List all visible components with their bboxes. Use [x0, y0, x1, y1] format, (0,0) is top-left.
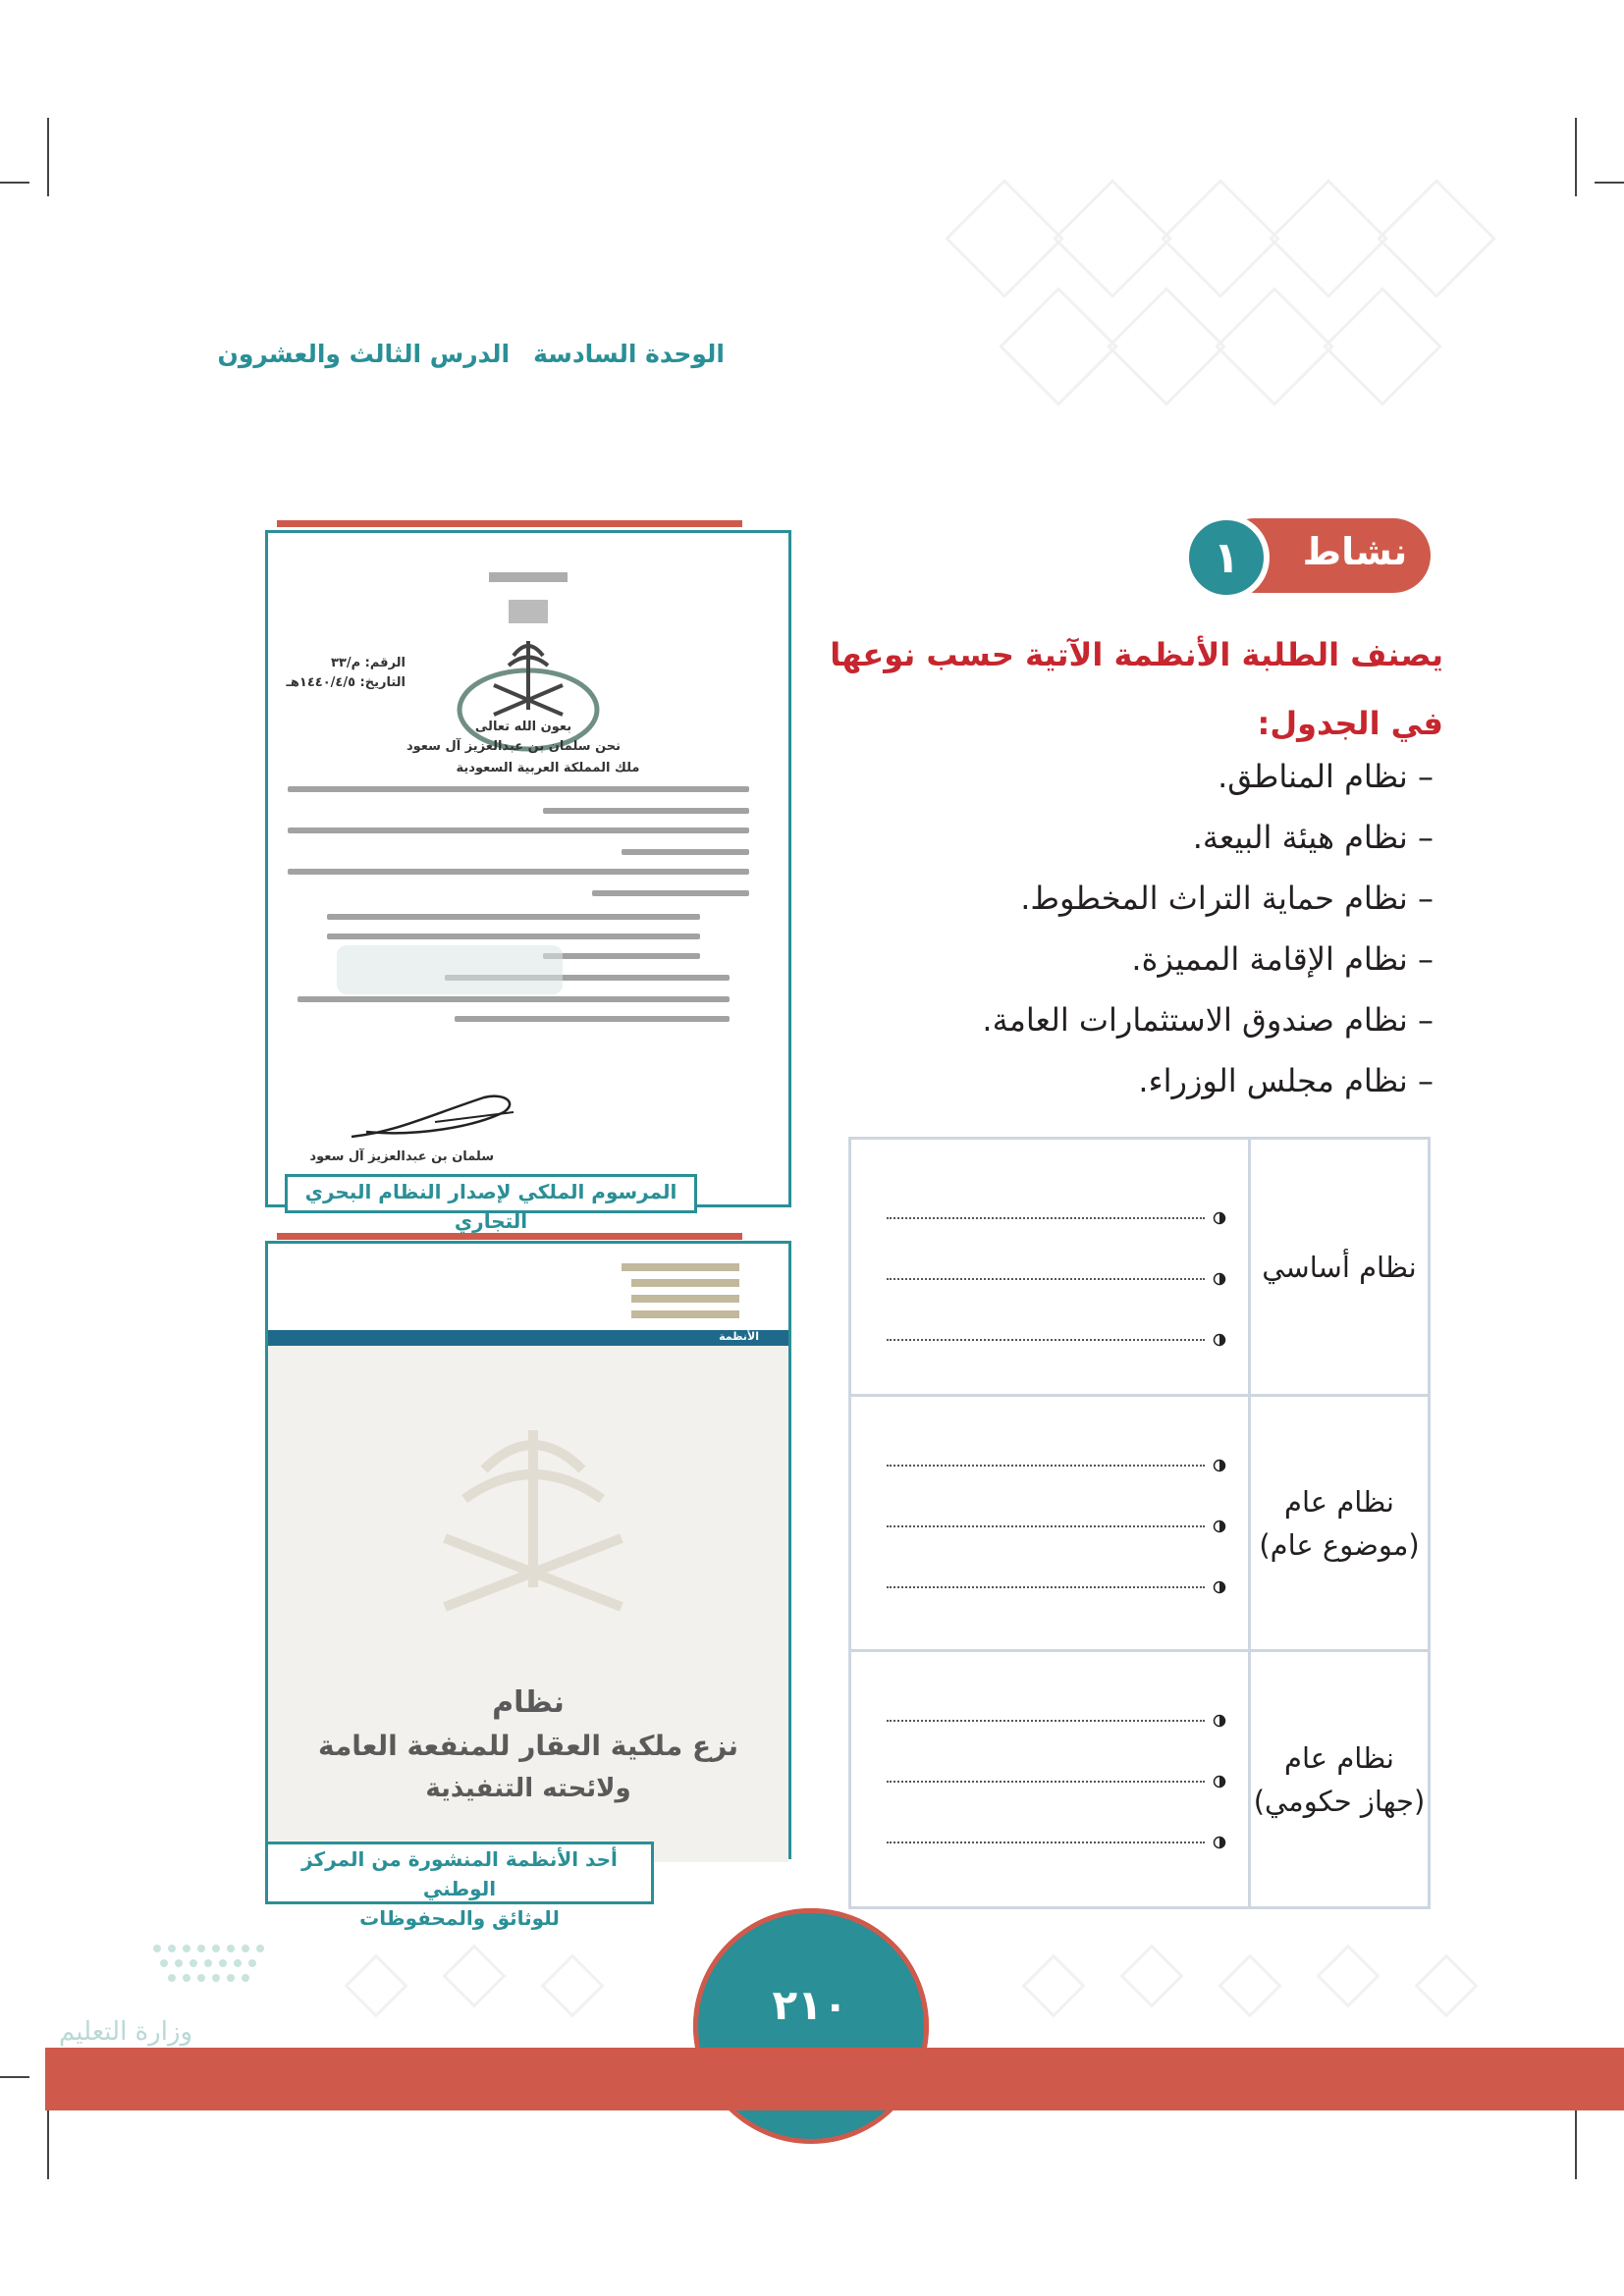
- activity-instruction: [776, 620, 1443, 758]
- answer-cell: [850, 1139, 1250, 1396]
- answer-cell: [850, 1651, 1250, 1908]
- answer-line[interactable]: [887, 1772, 1226, 1791]
- crop-mark: [1575, 118, 1577, 196]
- answer-cell: [850, 1396, 1250, 1651]
- category-label: نظام عام: [1284, 1740, 1394, 1775]
- bullet-icon: [1213, 1714, 1226, 1728]
- crop-mark: [47, 2101, 49, 2179]
- cover-subtitle: نزع ملكية العقار للمنفعة العامة: [317, 1730, 739, 1762]
- cover-logo: [631, 1279, 739, 1287]
- ministry-logo-icon: [147, 1939, 295, 1998]
- cover-logo: [622, 1263, 739, 1271]
- answer-line[interactable]: [887, 1711, 1226, 1731]
- caption-line: للوثائق والمحفوظات: [359, 1906, 560, 1930]
- bullet-icon: [1213, 1459, 1226, 1472]
- lesson-label: الدرس الثالث والعشرون: [217, 339, 511, 368]
- instruction-line: في الجدول:: [1257, 705, 1443, 742]
- systems-list: [982, 746, 1434, 1111]
- watermark: [337, 945, 563, 994]
- bullet-icon: [1213, 1272, 1226, 1286]
- frame-accent: [277, 1233, 742, 1240]
- decree-number: الرقم: م/٣٣: [330, 656, 406, 670]
- category-label: نظام عام: [1284, 1484, 1394, 1519]
- unit-label: الوحدة السادسة: [533, 339, 725, 368]
- category-sublabel: (موضوع عام): [1259, 1527, 1420, 1562]
- crop-mark: [1595, 182, 1624, 184]
- cover-logo: [631, 1310, 739, 1318]
- crop-mark: [0, 182, 29, 184]
- crop-mark: [1575, 2101, 1577, 2179]
- category-cell: [1250, 1396, 1430, 1651]
- category-cell: [1250, 1139, 1430, 1396]
- answer-line[interactable]: [887, 1517, 1226, 1536]
- list-item: – نظام مجلس الوزراء.: [1138, 1062, 1434, 1099]
- decree-opening: بعون الله تعالى: [474, 720, 572, 734]
- crop-mark: [0, 2076, 29, 2078]
- breadcrumb: [217, 334, 725, 373]
- list-item: – نظام صندوق الاستثمارات العامة.: [982, 1001, 1434, 1039]
- classification-table: [848, 1137, 1431, 1909]
- crop-mark: [47, 118, 49, 196]
- regulation-cover-image: [265, 1241, 791, 1859]
- image-caption: المرسوم الملكي لإصدار النظام البحري التجاري: [285, 1174, 697, 1213]
- answer-line[interactable]: [887, 1456, 1226, 1475]
- bullet-icon: [1213, 1775, 1226, 1789]
- cover-subtitle: ولائحته التنفيذية: [425, 1774, 631, 1803]
- decree-king: نحن سلمان بن عبدالعزيز آل سعود: [406, 739, 622, 754]
- list-item: – نظام حماية التراث المخطوط.: [1020, 880, 1434, 917]
- answer-line[interactable]: [887, 1577, 1226, 1597]
- list-item: – نظام هيئة البيعة.: [1192, 819, 1434, 856]
- answer-line[interactable]: [887, 1330, 1226, 1350]
- table-row: [850, 1651, 1430, 1908]
- cover-band-label: الأنظمة: [719, 1330, 759, 1343]
- decree-date: التاريخ: ١٤٤٠/٤/٥هـ: [286, 675, 406, 690]
- answer-line[interactable]: [887, 1208, 1226, 1228]
- bullet-icon: [1213, 1211, 1226, 1225]
- list-item: – نظام المناطق.: [1218, 758, 1434, 795]
- caption-line: أحد الأنظمة المنشورة من المركز الوطني: [301, 1847, 618, 1900]
- table-row: [850, 1139, 1430, 1396]
- bullet-icon: [1213, 1580, 1226, 1594]
- footer-bar: [45, 2048, 1624, 2110]
- activity-label: نشاط: [1302, 530, 1408, 573]
- decree-image: [265, 530, 791, 1207]
- ministry-name: وزارة التعليم: [59, 2017, 193, 2047]
- list-item: – نظام الإقامة المميزة.: [1131, 940, 1434, 978]
- answer-line[interactable]: [887, 1269, 1226, 1289]
- category-cell: [1250, 1651, 1430, 1908]
- table-row: [850, 1396, 1430, 1651]
- category-label: نظام أساسي: [1262, 1250, 1417, 1284]
- bullet-icon: [1213, 1520, 1226, 1533]
- decree-signature: سلمان بن عبدالعزيز آل سعود: [309, 1149, 494, 1164]
- palm-watermark-icon: [406, 1391, 661, 1646]
- activity-number: ١: [1183, 514, 1270, 601]
- frame-accent: [277, 520, 742, 527]
- decree-title: ملك المملكة العربية السعودية: [456, 761, 640, 775]
- bullet-icon: [1213, 1836, 1226, 1849]
- page-number: ٢١٠: [772, 1981, 848, 2029]
- signature-icon: [337, 1083, 533, 1151]
- cover-title: نظام: [492, 1685, 565, 1720]
- answer-line[interactable]: [887, 1833, 1226, 1852]
- category-sublabel: (جهاز حكومي): [1253, 1784, 1426, 1818]
- image-caption: [265, 1842, 654, 1930]
- cover-logo: [631, 1295, 739, 1303]
- bullet-icon: [1213, 1333, 1226, 1347]
- instruction-line: يصنف الطلبة الأنظمة الآتية حسب نوعها: [830, 636, 1443, 673]
